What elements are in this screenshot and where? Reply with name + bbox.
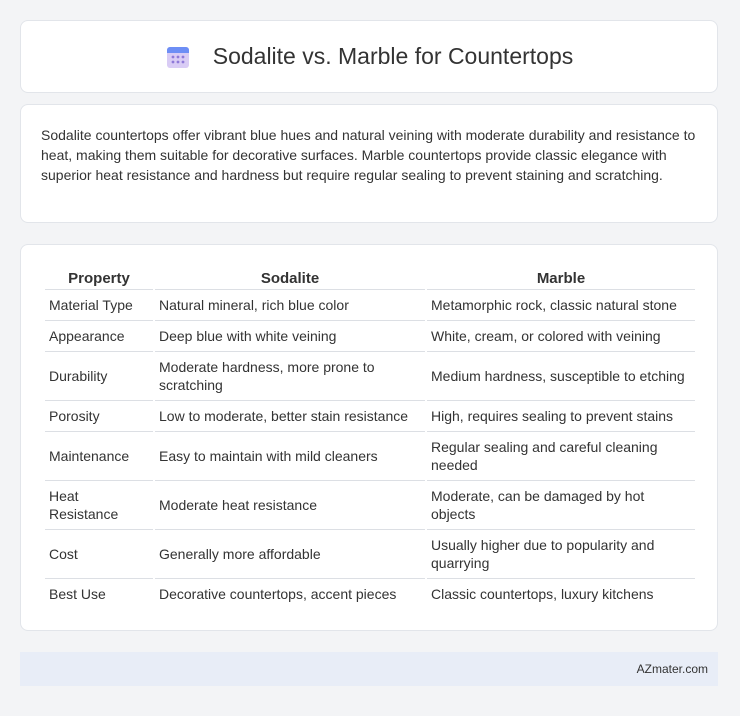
sodalite-cell: Moderate heat resistance [155,481,425,530]
footer-brand: AZmater.com [636,662,708,676]
sodalite-cell: Low to moderate, better stain resistance [155,401,425,432]
marble-cell: High, requires sealing to prevent stains [427,401,695,432]
property-cell: Heat Resistance [45,481,153,530]
property-cell: Porosity [45,401,153,432]
header-card [20,20,718,93]
marble-cell: White, cream, or colored with veining [427,321,695,352]
table-row [45,401,695,432]
marble-cell: Regular sealing and careful cleaning needed [427,432,695,481]
summary-card [20,104,718,223]
property-cell: Material Type [45,290,153,321]
table-row [45,352,695,401]
marble-cell: Metamorphic rock, classic natural stone [427,290,695,321]
page-title: Sodalite vs. Marble for Countertops [212,43,574,69]
table-header-row [45,267,695,290]
summary-text: Sodalite countertops offer vibrant blue hues and natural veining with moderate durability and resistance to heat, making them suitable for decorative surfaces. Marble countertops provide classic elegance with superior heat resistance and hardness but require regular sealing to prevent staining and scratching. [41,127,696,183]
marble-cell: Usually higher due to popularity and quarrying [427,530,695,579]
table-row [45,481,695,530]
table-row [45,579,695,609]
table-row [45,290,695,321]
sodalite-cell: Easy to maintain with mild cleaners [155,432,425,481]
sodalite-cell: Decorative countertops, accent pieces [159,586,397,602]
table-row [45,321,695,352]
sodalite-cell: Generally more affordable [155,530,425,579]
table-row [45,530,695,579]
table-card [20,244,718,631]
sodalite-cell: Moderate hardness, more prone to scratching [155,352,425,401]
sodalite-cell: Deep blue with white veining [155,321,425,352]
marble-cell: Moderate, can be damaged by hot objects [427,481,695,530]
property-cell: Cost [45,530,153,579]
header-sodalite: Sodalite [155,267,425,290]
footer [20,652,718,686]
sodalite-cell: Natural mineral, rich blue color [155,290,425,321]
marble-cell: Medium hardness, susceptible to etching [427,352,695,401]
title-wrap [165,43,574,70]
property-cell: Best Use [49,586,106,602]
header-property: Property [45,267,153,290]
property-cell: Maintenance [45,432,153,481]
marble-cell: Classic countertops, luxury kitchens [431,586,654,602]
table-row [45,432,695,481]
property-cell: Durability [45,352,153,401]
header-marble: Marble [427,267,695,290]
calendar-icon [165,44,191,70]
comparison-table [43,267,697,609]
property-cell: Appearance [45,321,153,352]
